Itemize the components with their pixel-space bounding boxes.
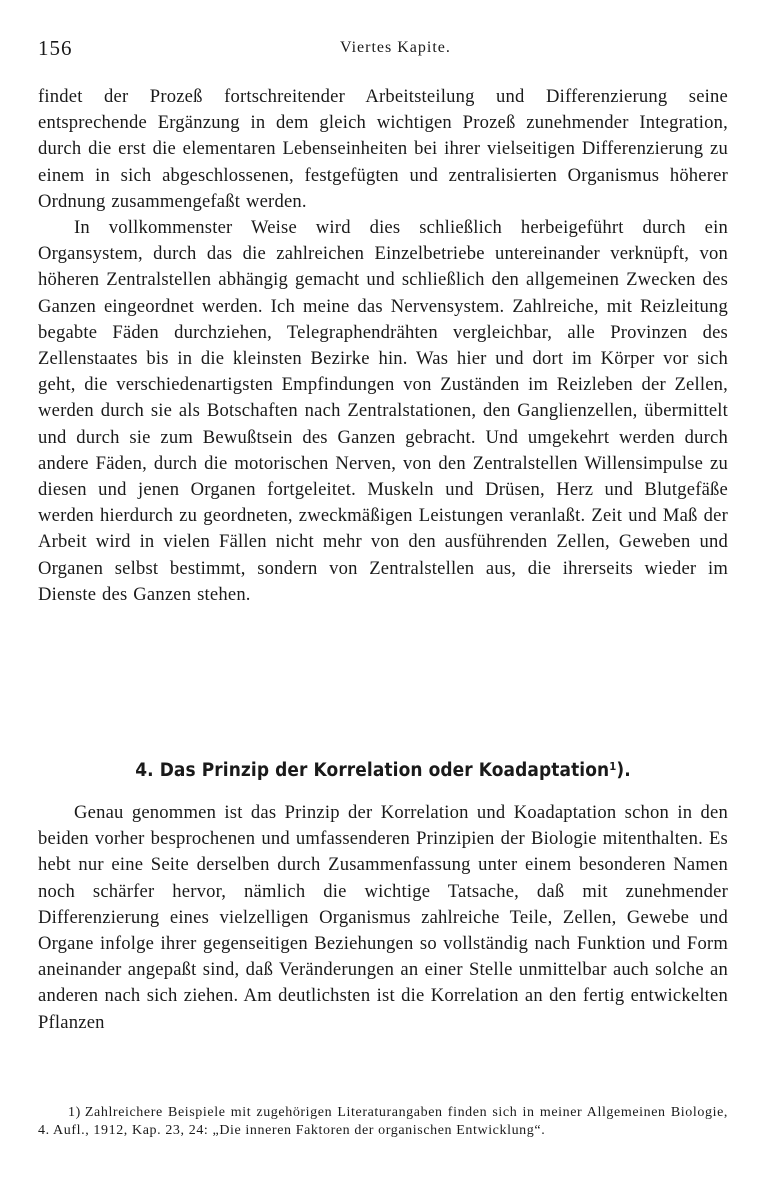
section-heading-close: ).: [616, 760, 631, 781]
running-title: Viertes Kapite.: [340, 39, 451, 56]
paragraph: In vollkommenster Weise wird dies schließlich herbeigeführt durch ein Organsystem, durch das die zahlreichen Einzelbetriebe untereinander verknüpft, von höheren Zentralstellen abhängig gemacht und schließlich den allgemeinen Zwecken des Ganzen eingeordnet werden. Ich meine das Nervensystem. Zahlreiche, mit Reizleitung begabte Fäden durchziehen, Telegraphendrähten vergleichbar, alle Provinzen des Zellenstaates bis in die kleinsten Bezirke hin. Was hier und dort im Körper vor sich geht, die verschiedenartigsten Empfindungen von Zuständen im Reizleben der Zellen, werden durch sie als Botschaften nach Zentralstationen, den Ganglienzellen, übermittelt und durch sie zum Bewußtsein des Ganzen gebracht. Und umgekehrt werden durch andere Fäden, durch die motorischen Nerven, von den Zentralstellen Willensimpulse zu diesen und jenen Organen fortgeleitet. Muskeln und Drüsen, Herz und Blutgefäße werden hierdurch zu geordneten, zweckmäßigen Leistungen veranlaßt. Zeit und Maß der Arbeit wird in vielen Fällen nicht mehr von den ausführenden Zellen, Geweben und Organen selbst bestimmt, sondern von Zentralstellen aus, die ihrerseits wieder im Dienste des Ganzen stehen.: [38, 217, 728, 605]
footnote: [38, 1104, 728, 1140]
footnote-reference: 1: [609, 760, 617, 773]
paragraph: findet der Prozeß fortschreitender Arbeitsteilung und Differenzierung seine entsprechende Ergänzung in dem gleich wichtigen Prozeß zunehmender Integration, durch die erst die elementaren Lebenseinheiten bei ihrer vielseitigen Differenzierung zu einem in sich abgeschlossenen, festgefügten und zentralisierten Organismus höherer Ordnung zusammengefaßt werden.: [38, 86, 728, 212]
page-number: 156: [38, 36, 73, 60]
footnote-mark: 1): [68, 1105, 81, 1120]
section-heading-text: 4. Das Prinzip der Korrelation oder Koadaptation: [135, 760, 610, 781]
paragraph: Genau genommen ist das Prinzip der Korrelation und Koadaptation schon in den beiden vorher besprochenen und umfassenderen Prinzipien der Biologie mitenthalten. Es hebt nur eine Seite derselben durch Zusammenfassung unter einem besonderen Namen noch schärfer hervor, nämlich die wichtige Tatsache, daß mit zunehmender Differenzierung eines vielzelligen Organismus zahlreiche Teile, Zellen, Gewebe und Organe infolge ihrer gegenseitigen Beziehungen so vollständig nach Funktion und Form aneinander angepaßt sind, daß Veränderungen an einer Stelle unmittelbar auch solche an anderen nach sich ziehen. Am deutlichsten ist die Korrelation an den fertig entwickelten Pflanzen: [38, 802, 728, 1033]
body-text-bottom: [38, 800, 728, 1036]
page-header: [38, 36, 728, 66]
footnote-text: Zahlreichere Beispiele mit zugehörigen Literaturangaben finden sich in meiner Allgemeinen Biologie, 4. Aufl., 1912, Kap. 23, 24: „Die inneren Faktoren der organischen Entwicklung“.: [38, 1105, 728, 1138]
body-text-top: [38, 84, 728, 608]
section-heading: [66, 760, 701, 781]
